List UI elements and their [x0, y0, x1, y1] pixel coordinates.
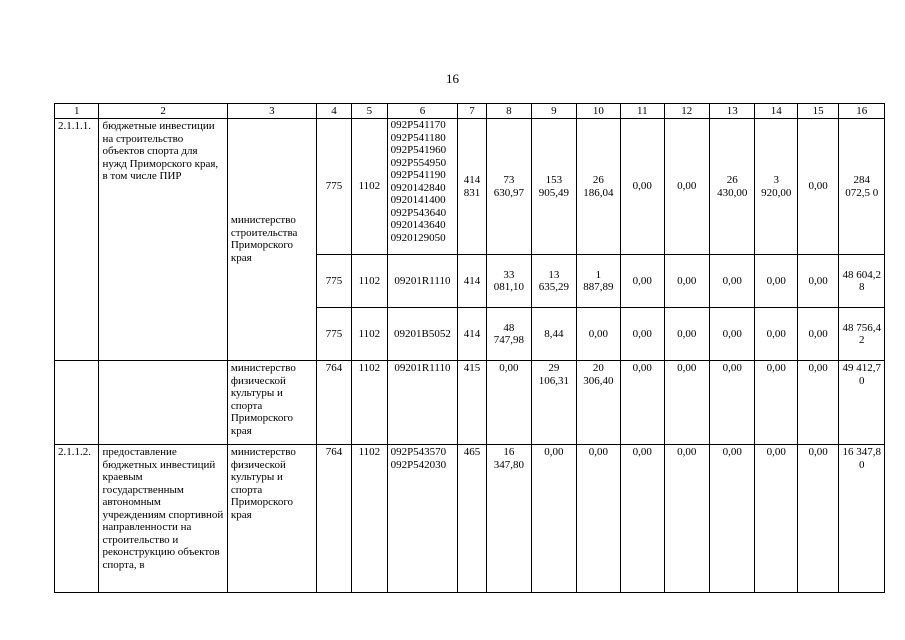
- value-cell: 0,00: [797, 255, 838, 308]
- value-cell: 16 347,80: [486, 445, 531, 593]
- value-cell: 1 887,89: [576, 255, 620, 308]
- total-cell: 49 412,7 0: [839, 361, 885, 445]
- value-cell: 0,00: [664, 445, 709, 593]
- header-cell: 4: [316, 104, 351, 119]
- vr-cell: 414: [458, 255, 486, 308]
- code-item: 0920129050: [390, 231, 446, 244]
- grbs-cell: 775: [316, 119, 351, 255]
- code-item: 092P543640: [390, 206, 447, 219]
- value-cell: 0,00: [664, 255, 709, 308]
- header-cell: 6: [387, 104, 458, 119]
- item-name: бюджетные инвестиции на строительство объектов спорта для нужд Приморского края, в том числе ПИР: [99, 119, 227, 361]
- page-number: 16: [446, 71, 459, 86]
- code-cell: 09201B5052: [387, 308, 458, 361]
- header-cell: 5: [352, 104, 387, 119]
- code-cell: 09201R1110: [387, 255, 458, 308]
- table-row: [55, 445, 885, 593]
- rzpr-cell: 1102: [352, 119, 387, 255]
- code-item: 0920142840: [390, 181, 446, 194]
- vr-cell: 415: [458, 361, 486, 445]
- value-cell: 0,00: [797, 361, 838, 445]
- header-row: [55, 104, 885, 119]
- header-cell: 1: [55, 104, 99, 119]
- responsible-org: министерство физической культуры и спорта Приморского края: [227, 445, 316, 593]
- value-cell: 73 630,97: [486, 119, 531, 255]
- grbs-cell: 764: [316, 361, 351, 445]
- value-cell: 0,00: [755, 308, 797, 361]
- value-cell: 0,00: [797, 119, 838, 255]
- header-cell: 7: [458, 104, 486, 119]
- code-item: 092P541170: [390, 119, 446, 131]
- code-list: [387, 445, 458, 593]
- vr-cell: 414 831: [458, 119, 486, 255]
- table-row: [55, 361, 885, 445]
- value-cell: 0,00: [710, 361, 755, 445]
- value-cell: 0,00: [755, 445, 797, 593]
- value-cell: 0,00: [710, 308, 755, 361]
- value-cell: 0,00: [576, 308, 620, 361]
- rzpr-cell: 1102: [352, 361, 387, 445]
- total-cell: 48 756,4 2: [839, 308, 885, 361]
- code-item: 092P541960: [390, 144, 447, 156]
- value-cell: 0,00: [621, 119, 664, 255]
- value-cell: 29 106,31: [532, 361, 576, 445]
- item-number: 2.1.1.2.: [55, 445, 99, 593]
- responsible-org: министерство физической культуры и спорта Приморского края: [227, 361, 316, 445]
- rzpr-cell: 1102: [352, 308, 387, 361]
- header-cell: 12: [664, 104, 709, 119]
- vr-cell: 414: [458, 308, 486, 361]
- code-item: 092P543570: [390, 446, 447, 458]
- vr-cell: 465: [458, 445, 486, 593]
- header-cell: 16: [839, 104, 885, 119]
- header-cell: 13: [710, 104, 755, 119]
- value-cell: 8,44: [532, 308, 576, 361]
- item-name: предоставление бюджетных инвестиций краевым государственным автономным учреждениям спортивной направленности на строительство и реконструкцию объектов спорта, в: [99, 445, 227, 593]
- value-cell: 0,00: [755, 361, 797, 445]
- grbs-cell: 775: [316, 308, 351, 361]
- value-cell: 0,00: [576, 445, 620, 593]
- budget-table: [54, 103, 885, 593]
- value-cell: 0,00: [710, 445, 755, 593]
- value-cell: 0,00: [621, 445, 664, 593]
- value-cell: 0,00: [621, 255, 664, 308]
- code-cell: 09201R1110: [387, 361, 458, 445]
- code-item: 092P541190: [390, 169, 446, 181]
- code-item: 092P541180: [390, 131, 446, 144]
- value-cell: 153 905,49: [532, 119, 576, 255]
- code-list: [387, 119, 458, 255]
- responsible-org: министерство строительства Приморского края: [227, 119, 316, 361]
- header-cell: 11: [621, 104, 664, 119]
- value-cell: 48 747,98: [486, 308, 531, 361]
- value-cell: 3 920,00: [755, 119, 797, 255]
- rzpr-cell: 1102: [352, 255, 387, 308]
- value-cell: 33 081,10: [486, 255, 531, 308]
- value-cell: 0,00: [486, 361, 531, 445]
- value-cell: 0,00: [664, 308, 709, 361]
- header-cell: 2: [99, 104, 227, 119]
- value-cell: 0,00: [664, 361, 709, 445]
- header-cell: 8: [486, 104, 531, 119]
- header-cell: 3: [227, 104, 316, 119]
- table-row: [55, 119, 885, 255]
- header-cell: 15: [797, 104, 838, 119]
- value-cell: 0,00: [710, 255, 755, 308]
- item-name: [99, 361, 227, 445]
- header-cell: 9: [532, 104, 576, 119]
- value-cell: 0,00: [621, 361, 664, 445]
- total-cell: 16 347,8 0: [839, 445, 885, 593]
- rzpr-cell: 1102: [352, 445, 387, 593]
- total-cell: 48 604,2 8: [839, 255, 885, 308]
- value-cell: 26 430,00: [710, 119, 755, 255]
- item-number: [55, 361, 99, 445]
- code-item: 092P542030: [390, 458, 447, 471]
- code-item: 0920143640: [390, 219, 446, 231]
- total-cell: 284 072,5 0: [839, 119, 885, 255]
- grbs-cell: 775: [316, 255, 351, 308]
- value-cell: 0,00: [797, 308, 838, 361]
- code-item: 0920141400: [390, 194, 446, 206]
- value-cell: 0,00: [664, 119, 709, 255]
- value-cell: 20 306,40: [576, 361, 620, 445]
- item-number: 2.1.1.1.: [55, 119, 99, 361]
- value-cell: 0,00: [797, 445, 838, 593]
- header-cell: 14: [755, 104, 797, 119]
- value-cell: 0,00: [621, 308, 664, 361]
- value-cell: 0,00: [755, 255, 797, 308]
- value-cell: 13 635,29: [532, 255, 576, 308]
- header-cell: 10: [576, 104, 620, 119]
- code-item: 092P554950: [390, 156, 447, 169]
- value-cell: 0,00: [532, 445, 576, 593]
- grbs-cell: 764: [316, 445, 351, 593]
- value-cell: 26 186,04: [576, 119, 620, 255]
